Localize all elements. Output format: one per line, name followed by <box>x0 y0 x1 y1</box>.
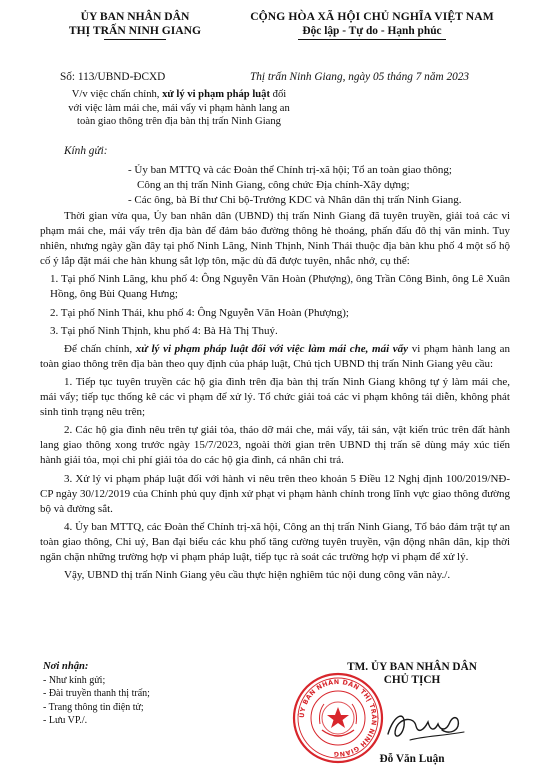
requirement-item: 3. Xử lý vi phạm pháp luật đối với hành vi nêu trên theo khoản 5 Điều 12 Nghị định 100/2019/NĐ-CP ngày 30/12/2019 của Chính phủ quy định xử phạt vi phạm hành chính trong lĩnh vực giao thông đường bộ và đường sắt. <box>40 472 510 515</box>
recipient-line: - Các ông, bà Bí thư Chi bộ-Trưởng KDC và Nhân dân thị trấn Ninh Giang. <box>128 194 462 206</box>
p2-emphasis: xử lý vi phạm pháp luật đối với việc làm mái che, mái vẩy <box>135 342 409 355</box>
requirement-item: 1. Tiếp tục tuyên truyền các hộ gia đình trên địa bàn thị trấn Ninh Giang không tự ý làm mái che, mái vẩy; tiếp tục thống kê các vi phạm để xử lý. Tổ chức giải toả các vi phạm không tái diễn, không phát sinh tình trạng nêu trên; <box>40 375 510 419</box>
requirement-item: 2. Các hộ gia đình nêu trên tự giải tỏa, tháo dỡ mái che, mái vẩy, tải sản, vật kiến trúc trên đất hành lang giao thông xong trước ngày 15/7/2023, ngoài thời gian trên UBND thị trấn sẽ dùng máy xúc tiến hành giải tỏa, mọi chi phí giải tỏa do các hộ gia đình, cá nhân chi trả. <box>40 424 510 467</box>
noi-nhan-item: - Trang thông tin điện tử; <box>43 701 144 713</box>
issuer-header <box>40 10 230 40</box>
body-paragraph <box>40 342 510 372</box>
document-date: Thị trấn Ninh Giang, ngày 05 tháng 7 năm 2023 <box>250 71 470 83</box>
noi-nhan-item: - Lưu VP./. <box>43 715 88 726</box>
requirement-item: 4. Ủy ban MTTQ, các Đoàn thể Chính trị-xã hội, Công an thị trấn Ninh Giang, Tổ bảo đảm trật tự an toàn giao thông, Chi uỷ, Ban đại biểu các khu phố tăng cường tuyên truyền, vận động nhân dân, kịp thời ngăn chặn những trường hợp vi phạm pháp luật, tiếp tục rà soát các trường hợp vi phạm để xử lý. <box>40 520 510 563</box>
signature-title: TM. ỦY BAN NHÂN DÂN <box>347 661 477 673</box>
noi-nhan-title: Nơi nhận: <box>43 661 89 672</box>
recipient-line: - Ủy ban MTTQ và các Đoàn thể Chính trị-xã hội; Tổ an toàn giao thông; <box>128 164 452 176</box>
recipient-line: Công an thị trấn Ninh Giang, công chức Địa chính-Xây dựng; <box>137 179 410 191</box>
handwritten-signature-icon <box>380 700 470 750</box>
noi-nhan-item: - Như kính gửi; <box>43 674 106 686</box>
document-body <box>40 209 510 583</box>
issuer-underline <box>104 39 166 40</box>
body-paragraph: Thời gian vừa qua, Ủy ban nhân dân (UBND) thị trấn Ninh Giang đã tuyên truyền, giải toả các vi phạm mái che, mái vẩy trên địa bàn để đảm bảo đường thông hè thoáng, phấn đấu đô thị văn minh. Tuy nhiên, nhưng ngày gần đây tại phố Ninh Lãng, Ninh Thịnh, Ninh Thái thuộc địa bàn khu phố 4 một số hộ cố ý lắp đặt mái che hàn khung sắt lợp tôn, mặc dù đã được tuyên, nhắc nhở, cụ thể: <box>40 210 510 268</box>
subject-post: đối với việc làm mái che, mái vẩy vi phạm hành lang an toàn giao thông trên địa bàn thị trấn Ninh Giang <box>68 89 290 128</box>
noi-nhan-item: - Đài truyền thanh thị trấn; <box>43 688 150 699</box>
p2-pre: Để chấn chỉnh, <box>64 342 136 355</box>
signature-position: CHỦ TỊCH <box>383 674 441 686</box>
signer-name: Đỗ Văn Luận <box>379 753 445 765</box>
noi-nhan-block <box>43 660 150 728</box>
violation-item: 3. Tại phố Ninh Thịnh, khu phố 4: Bà Hà Thị Thuý. <box>50 324 278 337</box>
issuer-line2: THỊ TRẤN NINH GIANG <box>68 24 202 37</box>
document-number: Số: 113/UBND-ĐCXD <box>60 71 166 83</box>
national-title: CỘNG HÒA XÃ HỘI CHỦ NGHĨA VIỆT NAM <box>250 10 494 23</box>
issuer-line1: ỦY BAN NHÂN DÂN <box>80 10 190 23</box>
p2-post: vi phạm hành lang an toàn giao thông trên địa bàn theo quy định của pháp luật, Chủ tịch UBND thị trấn Ninh Giang yêu cầu: <box>40 342 511 370</box>
violation-item: 2. Tại phố Ninh Thái, khu phố 4: Ông Nguyễn Văn Hoàn (Phượng); <box>50 306 349 319</box>
national-header <box>222 10 522 40</box>
svg-text:ỦY BAN NHÂN DÂN THỊ TRẤN NINH: ỦY BAN NHÂN DÂN THỊ TRẤN NINH GIANG <box>297 677 379 759</box>
closing-paragraph: Vậy, UBND thị trấn Ninh Giang yêu cầu thực hiện nghiêm túc nội dung công văn này./. <box>64 569 451 582</box>
subject-pre: V/v việc chấn chỉnh, <box>71 89 163 100</box>
recipients-list <box>128 163 508 208</box>
national-motto: Độc lập - Tự do - Hạnh phúc <box>302 25 442 37</box>
document-subject <box>64 88 294 129</box>
subject-bold: xử lý vi phạm pháp luật <box>162 89 271 100</box>
violation-item: 1. Tại phố Ninh Lãng, khu phố 4: Ông Nguyễn Văn Hoàn (Phượng), ông Trần Công Bình, ông Lê Xuân Hồng, ông Bùi Quang Hưng; <box>50 273 510 301</box>
motto-underline <box>298 39 446 40</box>
kinh-gui-label: Kính gửi: <box>64 145 108 157</box>
